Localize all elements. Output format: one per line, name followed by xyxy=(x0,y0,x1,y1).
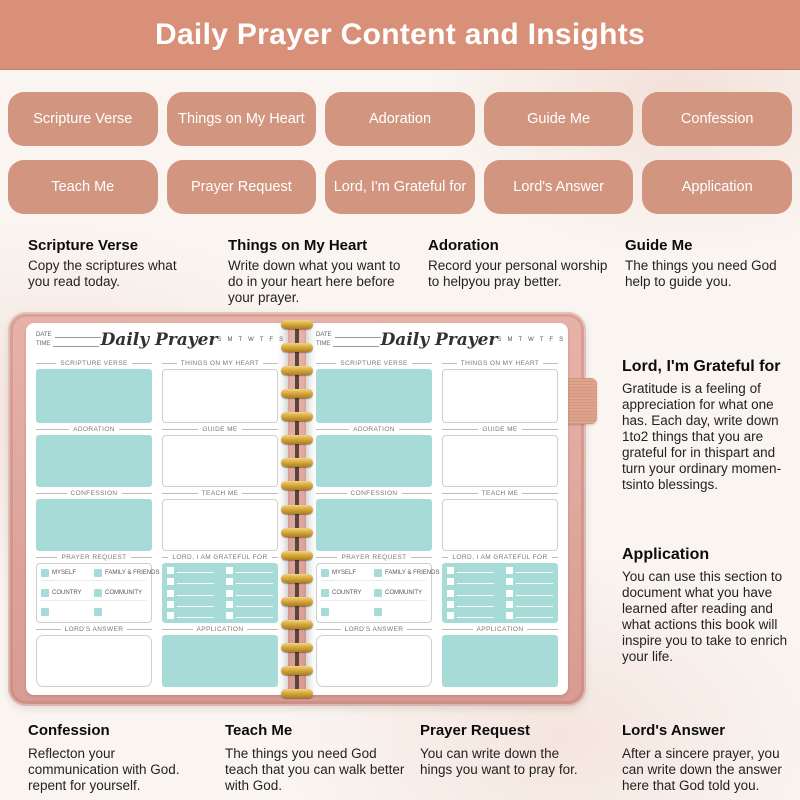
checkbox-country xyxy=(41,589,94,597)
time-line xyxy=(53,341,99,347)
checkbox-icon xyxy=(506,590,513,597)
checkbox-icon xyxy=(321,569,329,577)
page-title: Daily Prayer Content and Insights xyxy=(154,17,645,51)
desc-title: Confession xyxy=(28,722,110,739)
scripture-verse-box xyxy=(36,369,152,423)
checkbox-icon xyxy=(447,578,454,585)
scripture-verse-box xyxy=(316,369,432,423)
checkbox-icon xyxy=(447,601,454,608)
pill-guide-me: Guide Me xyxy=(484,92,634,146)
desc-application xyxy=(622,546,800,665)
checkbox-icon xyxy=(94,569,102,577)
label-adoration: ADORATION xyxy=(316,423,432,435)
journal-page-header xyxy=(36,329,286,357)
checkbox-country xyxy=(321,589,374,597)
spiral-binding xyxy=(281,320,313,698)
checkbox-icon xyxy=(94,608,102,616)
checkbox-icon xyxy=(226,601,233,608)
desc-scripture-verse xyxy=(28,237,191,290)
prayer-request-row xyxy=(321,587,427,601)
grateful-row xyxy=(447,578,553,585)
desc-title: Scripture Verse xyxy=(28,237,139,254)
checkbox-icon xyxy=(226,567,233,574)
pill-scripture-verse: Scripture Verse xyxy=(8,92,158,146)
pill-prayer-request: Prayer Request xyxy=(167,160,317,214)
checkbox-label: COUNTRY xyxy=(52,589,82,596)
desc-adoration xyxy=(428,237,620,290)
desc-body: You can use this section to document what you have learned after reading and what actions this book will inspire you to take to enrich your life. xyxy=(622,569,788,664)
grateful-row xyxy=(167,612,273,619)
grateful-row xyxy=(447,612,553,619)
desc-body: Reflecton your communication with God. repent for yourself. xyxy=(28,746,180,793)
pill-teach-me: Teach Me xyxy=(8,160,158,214)
grateful-box xyxy=(162,563,278,623)
checkbox-icon xyxy=(41,608,49,616)
label-confession: CONFESSION xyxy=(316,487,432,499)
prayer-request-row xyxy=(41,567,160,581)
pill-application: Application xyxy=(642,160,792,214)
checkbox-icon xyxy=(506,612,513,619)
grateful-row xyxy=(167,567,273,574)
pill-adoration: Adoration xyxy=(325,92,475,146)
label-scripture-verse: SCRIPTURE VERSE xyxy=(316,357,432,369)
label-lords-answer: LORD'S ANSWER xyxy=(316,623,432,635)
desc-title: Guide Me xyxy=(625,237,693,254)
checkbox-blank xyxy=(321,608,374,616)
confession-box xyxy=(316,499,432,551)
grateful-row xyxy=(167,590,273,597)
checkbox-label: MYSELF xyxy=(332,570,357,576)
pill-confession: Confession xyxy=(642,92,792,146)
journal-page-left xyxy=(26,323,288,695)
checkbox-label: MYSELF xyxy=(52,570,77,576)
pill-things-on-my-heart: Things on My Heart xyxy=(167,92,317,146)
desc-title: Prayer Request xyxy=(420,722,531,739)
checkbox-label: FAMILY & FRIENDS xyxy=(385,570,440,576)
desc-title: Adoration xyxy=(428,237,499,254)
label-things-on-my-heart: THINGS ON MY HEART xyxy=(162,357,278,369)
grateful-row xyxy=(167,578,273,585)
time-label: TIME xyxy=(316,341,331,347)
desc-title: Lord's Answer xyxy=(622,722,726,739)
journal-page-right xyxy=(306,323,568,695)
desc-body: Gratitude is a feeling of appreciation for what one has. Each day, write down 1to2 things that you are grateful for in thispart and turn your ordinary momen-tsinto blessings. xyxy=(622,381,782,492)
teach-me-box xyxy=(442,499,558,551)
desc-body: Write down what you want to do in your heart here before your prayer. xyxy=(228,258,401,305)
date-label: DATE xyxy=(316,332,332,338)
grateful-box xyxy=(442,563,558,623)
weekday-strip: S M T W T F S xyxy=(497,337,566,343)
checkbox-icon xyxy=(447,590,454,597)
prayer-request-row xyxy=(321,567,440,581)
label-lords-answer: LORD'S ANSWER xyxy=(36,623,152,635)
application-box xyxy=(442,635,558,687)
checkbox-icon xyxy=(167,612,174,619)
guide-me-box xyxy=(442,435,558,487)
desc-body: You can write down the hings you want to pray for. xyxy=(420,746,578,777)
label-guide-me: GUIDE ME xyxy=(442,423,558,435)
desc-things-on-my-heart xyxy=(228,237,414,306)
time-line xyxy=(333,341,379,347)
date-line xyxy=(55,332,101,338)
prayer-request-box xyxy=(36,563,160,623)
checkbox-label: COMMUNITY xyxy=(385,589,422,596)
checkbox-myself xyxy=(41,569,94,577)
desc-body: Copy the scriptures what you read today. xyxy=(28,258,177,289)
pill-grateful: Lord, I'm Grateful for xyxy=(325,160,475,214)
checkbox-icon xyxy=(94,589,102,597)
checkbox-icon xyxy=(321,589,329,597)
checkbox-icon xyxy=(167,567,174,574)
checkbox-icon xyxy=(167,578,174,585)
confession-box xyxy=(36,499,152,551)
checkbox-blank xyxy=(374,608,427,616)
prayer-journal-book xyxy=(8,312,586,706)
header-banner xyxy=(0,0,800,70)
grateful-row xyxy=(167,601,273,608)
checkbox-icon xyxy=(167,590,174,597)
checkbox-community xyxy=(94,589,147,597)
checkbox-icon xyxy=(226,590,233,597)
checkbox-myself xyxy=(321,569,374,577)
application-box xyxy=(162,635,278,687)
prayer-request-box xyxy=(316,563,440,623)
desc-confession xyxy=(28,722,190,794)
label-teach-me: TEACH ME xyxy=(162,487,278,499)
desc-title: Lord, I'm Grateful for xyxy=(622,358,781,375)
feature-pill-grid xyxy=(8,92,792,214)
label-application: APPLICATION xyxy=(442,623,558,635)
things-on-my-heart-box xyxy=(162,369,278,423)
desc-title: Application xyxy=(622,546,710,563)
checkbox-icon xyxy=(506,578,513,585)
label-confession: CONFESSION xyxy=(36,487,152,499)
guide-me-box xyxy=(162,435,278,487)
checkbox-icon xyxy=(374,569,382,577)
label-prayer-request: PRAYER REQUEST xyxy=(316,551,432,563)
desc-guide-me xyxy=(625,237,783,290)
checkbox-icon xyxy=(226,578,233,585)
checkbox-icon xyxy=(226,612,233,619)
label-grateful: LORD, I AM GRATEFUL FOR xyxy=(162,551,278,563)
checkbox-icon xyxy=(374,608,382,616)
checkbox-family-friends xyxy=(374,569,440,577)
label-teach-me: TEACH ME xyxy=(442,487,558,499)
prayer-request-row xyxy=(41,606,147,619)
grateful-row xyxy=(447,567,553,574)
label-prayer-request: PRAYER REQUEST xyxy=(36,551,152,563)
desc-title: Teach Me xyxy=(225,722,293,739)
checkbox-community xyxy=(374,589,427,597)
adoration-box xyxy=(316,435,432,487)
desc-body: The things you need God teach that you can walk better with God. xyxy=(225,746,405,793)
checkbox-icon xyxy=(506,567,513,574)
checkbox-family-friends xyxy=(94,569,160,577)
weekday-strip: S M T W T F S xyxy=(217,337,286,343)
time-label: TIME xyxy=(36,341,51,347)
checkbox-label: FAMILY & FRIENDS xyxy=(105,570,160,576)
lords-answer-box xyxy=(36,635,152,687)
desc-title: Things on My Heart xyxy=(228,237,368,254)
date-label: DATE xyxy=(36,332,52,338)
teach-me-box xyxy=(162,499,278,551)
checkbox-icon xyxy=(374,589,382,597)
journal-page-header xyxy=(316,329,566,357)
checkbox-icon xyxy=(447,567,454,574)
pill-lords-answer: Lord's Answer xyxy=(484,160,634,214)
label-grateful: LORD, I AM GRATEFUL FOR xyxy=(442,551,558,563)
label-application: APPLICATION xyxy=(162,623,278,635)
checkbox-label: COUNTRY xyxy=(332,589,362,596)
desc-teach-me xyxy=(225,722,407,794)
desc-prayer-request xyxy=(420,722,592,778)
desc-lords-answer xyxy=(622,722,800,794)
grateful-row xyxy=(447,601,553,608)
things-on-my-heart-box xyxy=(442,369,558,423)
adoration-box xyxy=(36,435,152,487)
desc-grateful xyxy=(622,358,797,492)
checkbox-icon xyxy=(167,601,174,608)
checkbox-icon xyxy=(41,589,49,597)
journal-title: Daily Prayer xyxy=(100,330,218,350)
checkbox-icon xyxy=(506,601,513,608)
checkbox-icon xyxy=(41,569,49,577)
checkbox-label: COMMUNITY xyxy=(105,589,142,596)
grateful-row xyxy=(447,590,553,597)
desc-body: Record your personal worship to helpyou pray better. xyxy=(428,258,608,289)
prayer-request-row xyxy=(321,606,427,619)
date-line xyxy=(335,332,381,338)
label-scripture-verse: SCRIPTURE VERSE xyxy=(36,357,152,369)
checkbox-blank xyxy=(94,608,147,616)
desc-body: After a sincere prayer, you can write down the answer here that God told you. xyxy=(622,746,782,793)
label-guide-me: GUIDE ME xyxy=(162,423,278,435)
checkbox-icon xyxy=(321,608,329,616)
lords-answer-box xyxy=(316,635,432,687)
checkbox-blank xyxy=(41,608,94,616)
journal-title: Daily Prayer xyxy=(380,330,498,350)
label-adoration: ADORATION xyxy=(36,423,152,435)
label-things-on-my-heart: THINGS ON MY HEART xyxy=(442,357,558,369)
desc-body: The things you need God help to guide you. xyxy=(625,258,777,289)
prayer-request-row xyxy=(41,587,147,601)
checkbox-icon xyxy=(447,612,454,619)
